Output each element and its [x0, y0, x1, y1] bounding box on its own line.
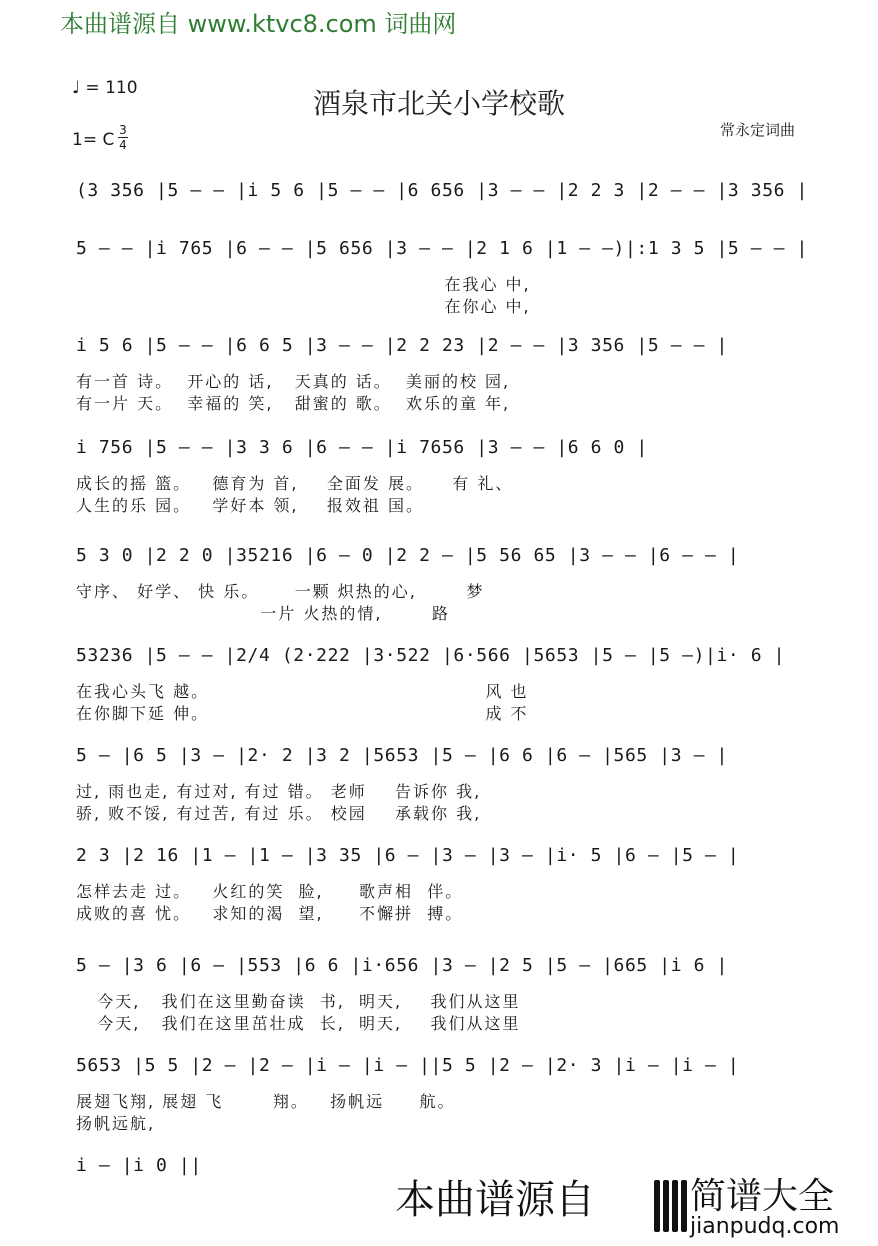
notation-line: i 756 |5 — — |3 3 6 |6 — — |i 7656 |3 — — |6 6 0 |	[76, 437, 648, 458]
lyric-line: 展翅飞翔, 展翅 飞 翔。 扬帆远 航。	[76, 1092, 456, 1111]
lyric-line: 在你心 中,	[76, 297, 531, 316]
song-title: 酒泉市北关小学校歌	[312, 87, 565, 120]
footer-site-name: 简谱大全	[690, 1176, 835, 1217]
notation-line: 5 — |6 5 |3 — |2· 2 |3 2 |5653 |5 — |6 6 |6 — |565 |3 — |	[76, 745, 728, 766]
lyric-line: 有一首 诗。 开心的 话, 天真的 话。 美丽的校 园,	[76, 372, 511, 391]
notation-line: 5 — |3 6 |6 — |553 |6 6 |i·656 |3 — |2 5 |5 — |665 |i 6 |	[76, 955, 728, 976]
lyric-line: 怎样去走 过。 火红的笑 脸, 歌声相 伴。	[76, 882, 464, 901]
lyric-line: 过, 雨也走, 有过对, 有过 错。 老师 告诉你 我,	[76, 782, 482, 801]
notation-line: 5 — — |i 765 |6 — — |5 656 |3 — — |2 1 6 |1 — —)|:1 3 5 |5 — — |	[76, 238, 808, 259]
lyric-line: 有一片 天。 幸福的 笑, 甜蜜的 歌。 欢乐的童 年,	[76, 394, 511, 413]
time-signature-bottom: 4	[119, 138, 127, 152]
source-watermark: 本曲谱源自 www.ktvc8.com 词曲网	[60, 10, 457, 38]
piano-keys-icon	[654, 1180, 688, 1232]
lyric-line: 今天, 我们在这里勤奋读 书, 明天, 我们从这里	[76, 992, 521, 1011]
footer-url: jianpudq.com	[690, 1214, 840, 1239]
notation-line: i 5 6 |5 — — |6 6 5 |3 — — |2 2 23 |2 — — |3 356 |5 — — |	[76, 335, 728, 356]
lyric-line: 一片 火热的情, 路	[76, 604, 451, 623]
time-signature-top: 3	[119, 123, 127, 137]
notation-line: i — |i 0 ||	[76, 1155, 202, 1176]
notation-line: 5653 |5 5 |2 — |2 — |i — |i — ||5 5 |2 — |2· 3 |i — |i — |	[76, 1055, 740, 1076]
time-signature	[118, 124, 128, 151]
lyric-line: 骄, 败不馁, 有过苦, 有过 乐。 校园 承载你 我,	[76, 804, 482, 823]
footer-source: 本曲谱源自	[395, 1177, 595, 1223]
tempo-marking: ♩ = 110	[72, 78, 138, 98]
notation-line: 5 3 0 |2 2 0 |35216 |6 — 0 |2 2 — |5 56 65 |3 — — |6 — — |	[76, 545, 740, 566]
notation-line: 53236 |5 — — |2/4 (2·222 |3·522 |6·566 |5653 |5 — |5 —)|i· 6 |	[76, 645, 786, 666]
lyric-line: 在你脚下延 伸。 成 不	[76, 704, 529, 723]
lyric-line: 成败的喜 忧。 求知的渴 望, 不懈拼 搏。	[76, 904, 464, 923]
lyric-line: 在我心头飞 越。 风 也	[76, 682, 529, 701]
notation-line: (3 356 |5 — — |i 5 6 |5 — — |6 656 |3 — — |2 2 3 |2 — — |3 356 |	[76, 180, 808, 201]
lyric-line: 扬帆远航,	[76, 1114, 156, 1133]
lyric-line: 今天, 我们在这里茁壮成 长, 明天, 我们从这里	[76, 1014, 521, 1033]
lyric-line: 成长的摇 篮。 德育为 首, 全面发 展。 有 礼、	[76, 474, 514, 493]
notation-line: 2 3 |2 16 |1 — |1 — |3 35 |6 — |3 — |3 — |i· 5 |6 — |5 — |	[76, 845, 740, 866]
lyric-line: 人生的乐 园。 学好本 领, 报效祖 国。	[76, 496, 424, 515]
key-signature: 1= C	[72, 130, 115, 150]
lyric-line: 在我心 中,	[76, 275, 531, 294]
composer-credit: 常永定词曲	[720, 121, 796, 139]
lyric-line: 守序、 好学、 快 乐。 一颗 炽热的心, 梦	[76, 582, 485, 601]
